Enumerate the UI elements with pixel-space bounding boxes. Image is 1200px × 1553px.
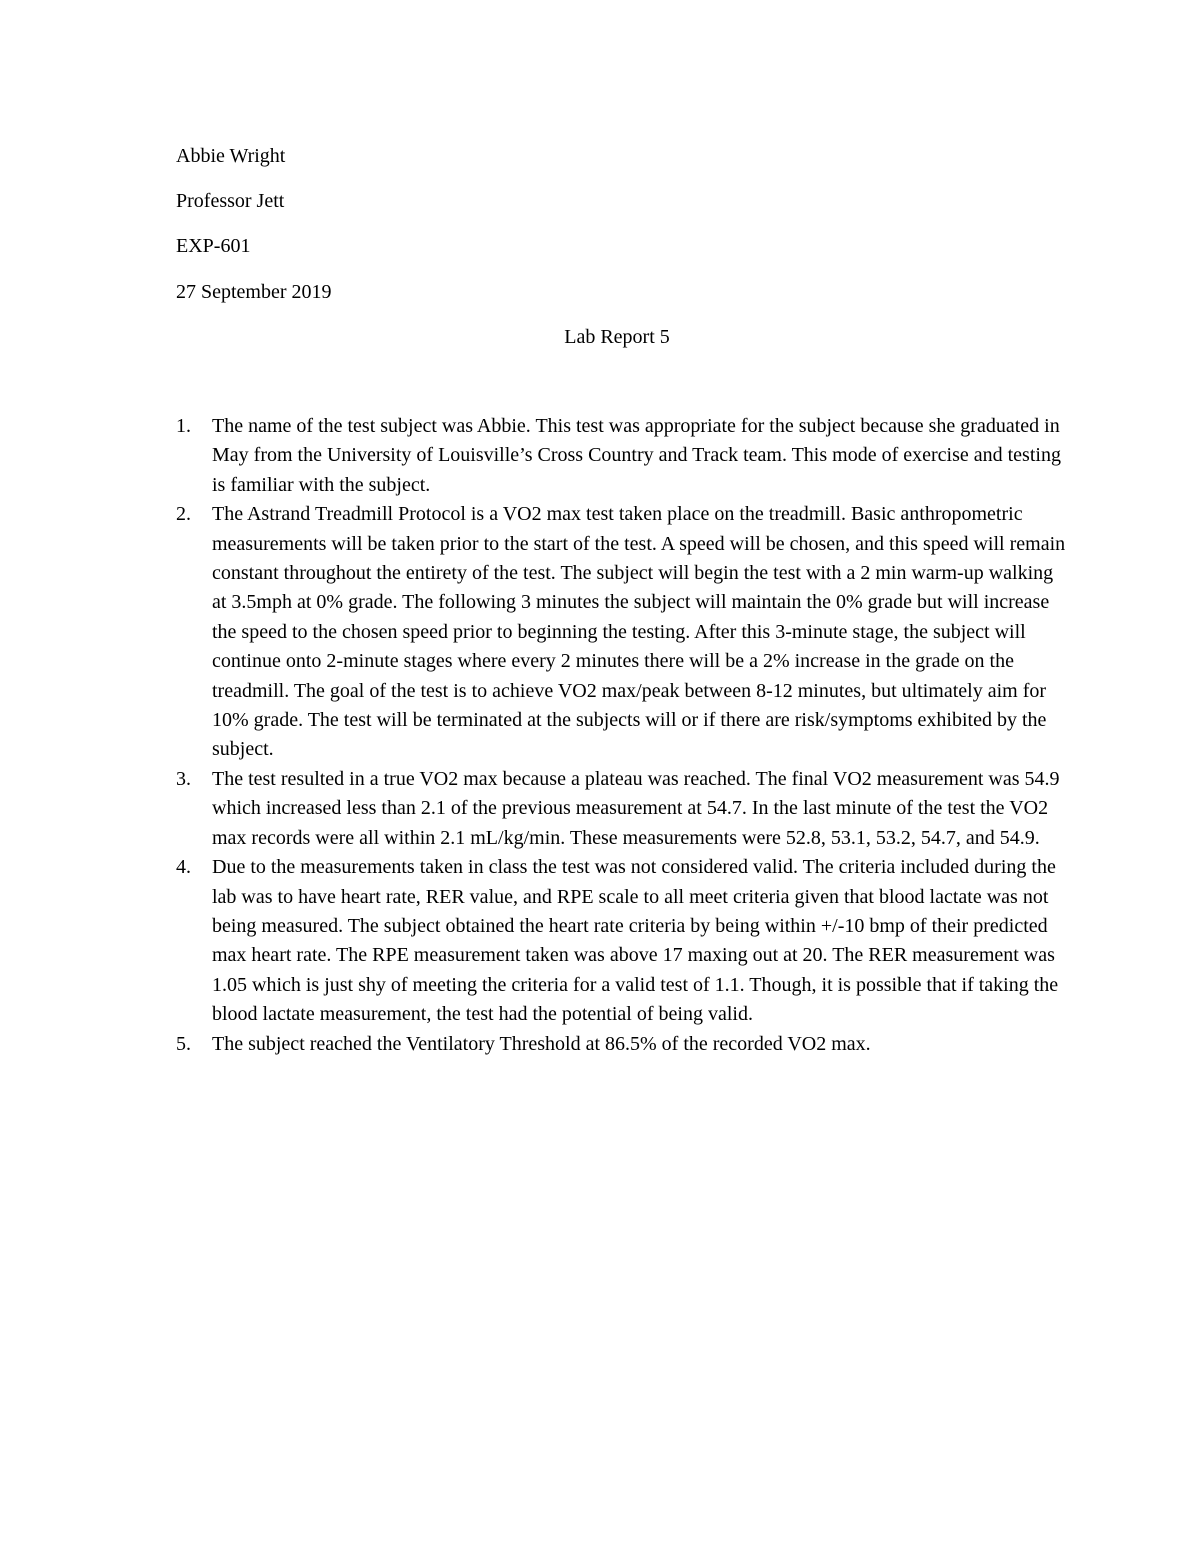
answer-number: 2. <box>176 503 191 526</box>
answer-number: 3. <box>176 767 191 790</box>
answer-item <box>176 1030 1066 1059</box>
answer-text: The name of the test subject was Abbie. This test was appropriate for the subject because she graduated in May from the University of Louisville’s Cross Country and Track team. This mode of exercise and testing is familiar with the subject. <box>212 415 1061 496</box>
answer-text: Due to the measurements taken in class the test was not considered valid. The criteria included during the lab was to have heart rate, RER value, and RPE scale to all meet criteria given that blood lactate was not being measured. The subject obtained the heart rate criteria by being within +/-10 bmp of their predicted max heart rate. The RPE measurement taken was above 17 maxing out at 20. The RER measurement was 1.05 which is just shy of meeting the criteria for a valid test of 1.1. Though, it is possible that if taking the blood lactate measurement, the test had the potential of being valid. <box>212 856 1059 1026</box>
answer-text: The subject reached the Ventilatory Threshold at 86.5% of the recorded VO2 max. <box>212 1032 871 1055</box>
answer-list <box>176 412 1066 1059</box>
course-code: EXP-601 <box>176 235 251 257</box>
answer-number: 4. <box>176 856 191 879</box>
answer-number: 1. <box>176 415 191 437</box>
answer-text: The test resulted in a true VO2 max because a plateau was reached. The final VO2 measurement was 54.9 which increased less than 2.1 of the previous measurement at 54.7. In the last minute of the test the VO2 max records were all within 2.1 mL/kg/min. These measurements were 52.8, 53.1, 53.2, 54.7, and 54.9. <box>212 767 1060 849</box>
answer-item <box>176 853 1066 1029</box>
answer-item <box>176 412 1066 500</box>
author-name: Abbie Wright <box>176 145 286 167</box>
report-date: 27 September 2019 <box>176 281 332 303</box>
answer-text: The Astrand Treadmill Protocol is a VO2 max test taken place on the treadmill. Basic anthropometric measurements will be taken prior to the start of the test. A speed will be chosen, and this speed will remain constant throughout the entirety of the test. The subject will begin the test with a 2 min warm-up walking at 3.5mph at 0% grade. The following 3 minutes the subject will maintain the 0% grade but will increase the speed to the chosen speed prior to beginning the testing. After this 3-minute stage, the subject will continue onto 2-minute stages where every 2 minutes there will be a 2% increase in the grade on the treadmill. The goal of the test is to achieve VO2 max/peak between 8-12 minutes, but ultimately aim for 10% grade. The test will be terminated at the subjects will or if there are risk/symptoms exhibited by the subject. <box>212 503 1066 761</box>
answer-item <box>176 765 1066 853</box>
answer-number: 5. <box>176 1032 191 1055</box>
report-title: Lab Report 5 <box>564 326 670 348</box>
instructor-name: Professor Jett <box>176 190 285 212</box>
answer-item <box>176 500 1066 765</box>
